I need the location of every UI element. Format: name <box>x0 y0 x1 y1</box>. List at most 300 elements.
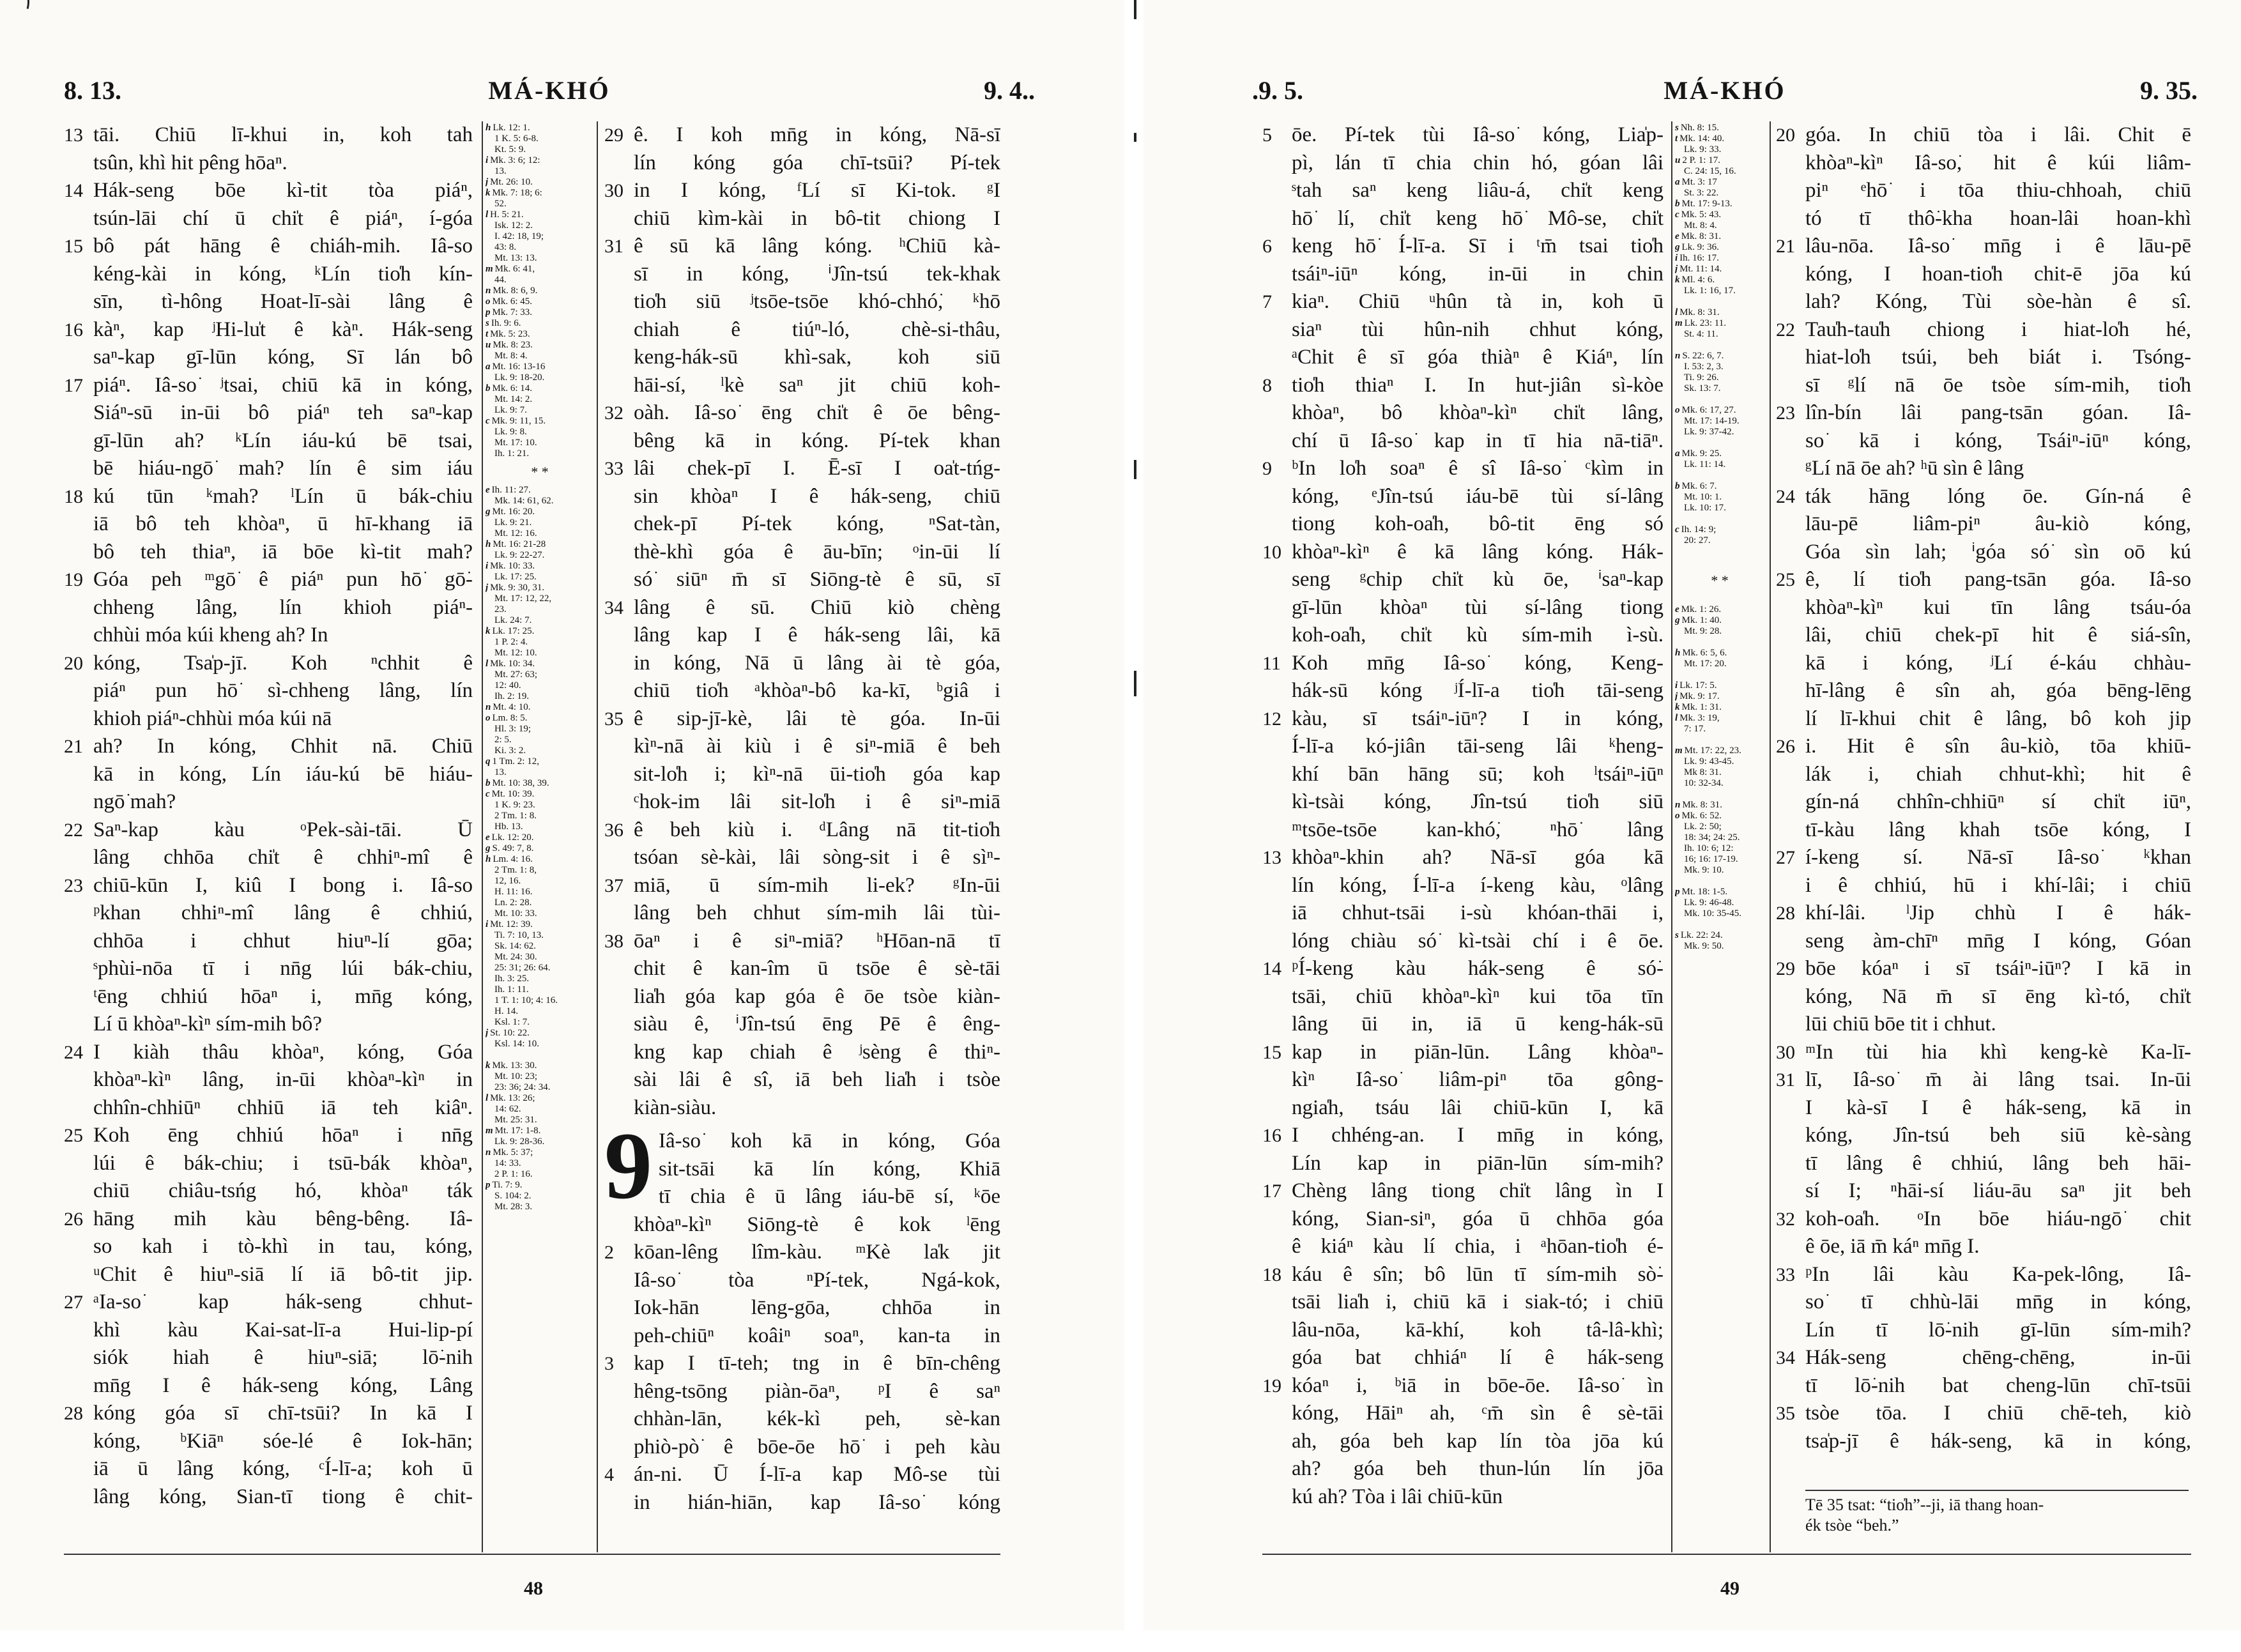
reference-key: u <box>486 340 491 350</box>
reference-citation: Mt. 28: 3. <box>494 1202 533 1212</box>
verse-text: ᵐtsōe-tsōe kan-khó͘, ⁿhō͘ lâng <box>1292 818 1664 841</box>
text-line <box>1262 399 1664 427</box>
text-line <box>1262 1011 1664 1039</box>
verse-text: seng ᵍchip chi̍t kù ōe, ⁱsaⁿ-kap <box>1292 568 1664 591</box>
reference-citation: Mk. 14: 40. <box>1679 134 1725 144</box>
cross-reference <box>1675 713 1764 724</box>
reference-citation: Mk. 8: 31. <box>1679 307 1720 317</box>
reference-citation: Mt. 13: 13. <box>494 253 537 263</box>
verse-text: tī chia ê ū lâng iáu-bē sí, ᵏōe <box>659 1185 1000 1208</box>
reference-citation: 12, 16. <box>494 876 521 886</box>
verse-text: tio̍h thiaⁿ I. In hut-jiân sì-kòe <box>1292 373 1664 397</box>
reference-citation: Mk. 3: 6; 12: <box>490 155 540 165</box>
cross-reference <box>1675 188 1764 199</box>
cross-reference <box>1675 778 1764 789</box>
text-line <box>1262 1205 1664 1234</box>
reference-key: l <box>486 659 489 669</box>
reference-citation: 52. <box>494 199 507 209</box>
verse-text: kap I tī-teh; tng in ê bīn-chêng <box>634 1352 1000 1375</box>
reference-citation: Ih. 2: 19. <box>494 691 530 701</box>
verse-number: 32 <box>604 402 623 424</box>
reference-citation: Ti. 7: 9. <box>492 1180 523 1190</box>
reference-citation: Mt. 17: 9-13. <box>1681 199 1732 209</box>
text-line <box>1776 1066 2191 1094</box>
verse-text: lín kóng, Í-lī-a í-keng kàu, ᵒlâng <box>1292 873 1664 897</box>
verse-number: 31 <box>604 236 623 257</box>
verse-number: 9 <box>1262 458 1272 479</box>
text-line <box>1776 316 2191 344</box>
reference-key: n <box>1675 351 1681 361</box>
text-line <box>1262 928 1664 956</box>
text-line <box>64 733 473 761</box>
cross-reference <box>486 583 594 593</box>
verse-number: 13 <box>1262 847 1281 868</box>
cross-reference <box>486 724 594 735</box>
cross-reference-spacer <box>486 1050 594 1060</box>
verse-text: lâu-nōa. Iâ-so͘ mn̄g i ê lāu-pē <box>1805 234 2191 257</box>
verse-text: ᵖkhan chhiⁿ-mî lâng ê chhiú, <box>93 901 473 924</box>
text-line <box>604 1434 1000 1462</box>
reference-key: a <box>1675 448 1680 459</box>
reference-key: n <box>1675 800 1681 810</box>
reference-citation: Lk. 9: 46-48. <box>1684 898 1734 908</box>
reference-key: i <box>486 155 489 165</box>
cross-reference <box>486 438 594 448</box>
cross-reference <box>1675 626 1764 637</box>
verse-number: 28 <box>64 1403 83 1424</box>
reference-citation: 2 Tm. 1: 8. <box>494 811 537 821</box>
text-line <box>64 816 473 845</box>
verse-text: chiah ê tiúⁿ-ló, chè-si-thâu, <box>634 317 1000 341</box>
text-line <box>1776 1177 2191 1205</box>
verse-number: 35 <box>604 708 623 730</box>
verse-number: 34 <box>1776 1347 1795 1368</box>
verse-text: ê kiáⁿ kàu lí chia, i ᵃhōan-tio̍h é- <box>1292 1235 1664 1258</box>
reference-key: n <box>486 702 491 712</box>
cross-reference <box>486 220 594 231</box>
text-column-left-2 <box>604 121 1000 1128</box>
verse-number: 12 <box>1262 708 1281 730</box>
reference-citation: Lk. 24: 7. <box>494 615 532 625</box>
verse-text: ᵇIn lo̍h soaⁿ ê sî Iâ-so͘ ᶜkìm in <box>1292 457 1664 480</box>
verse-text: Iok-hān lēng-gōa, chhōa in <box>634 1296 1000 1319</box>
reference-citation: Lk. 17: 25. <box>494 572 537 582</box>
column-rule <box>597 121 598 1552</box>
cross-reference <box>1675 702 1764 713</box>
reference-citation: Mt. 27: 63; <box>494 669 538 680</box>
text-line <box>64 1150 473 1178</box>
verse-text: tī-kàu lâng khah tsōe kóng, I <box>1805 818 2191 841</box>
reference-citation: Mt. 10: 39. <box>491 789 535 799</box>
cross-reference <box>486 1136 594 1147</box>
verse-text: chek-pī Pí-tek kóng, ⁿSat-tàn, <box>634 512 1000 535</box>
running-head-left-page <box>64 75 1035 114</box>
cross-reference <box>486 507 594 517</box>
cross-reference <box>486 427 594 438</box>
cross-reference <box>486 593 594 604</box>
verse-text: hō͘ lí, chi̍t keng hō͘ Mô-se, chi̍t <box>1292 206 1664 230</box>
cross-reference <box>486 1202 594 1212</box>
text-line <box>64 1094 473 1122</box>
verse-text: chiū chiâu-tsńg hó, khòaⁿ ták <box>93 1179 473 1202</box>
footnote <box>1805 1495 2195 1536</box>
text-line <box>1262 899 1664 928</box>
verse-text: lóng chiàu só͘ kì-tsài chí i ê ōe. <box>1292 929 1664 952</box>
reference-citation: Mk. 6: 52. <box>1681 811 1722 821</box>
verse-text: sit-lo̍h i; kìⁿ-nā ūi-tio̍h góa kap <box>634 762 1000 786</box>
cross-reference <box>486 528 594 539</box>
text-line <box>1262 816 1664 845</box>
verse-text: kàⁿ, kap ʲHi-lu̍t ê kàⁿ. Hák-seng <box>93 317 473 341</box>
verse-text: ˢphùi-nōa tī i nn̄g lúi bák-chiu, <box>93 957 473 980</box>
text-line <box>1262 344 1664 372</box>
verse-text: kōan-lêng lîm-kàu. ᵐKè la̍k jit <box>634 1241 1000 1264</box>
verse-number: 11 <box>1262 652 1281 674</box>
chapter-9-opening <box>604 1128 1000 1549</box>
reference-key: s <box>486 318 489 328</box>
verse-text: khòaⁿ, bô khòaⁿ-kìⁿ chi̍t lâng, <box>1292 401 1664 424</box>
cross-reference <box>486 144 594 155</box>
text-line <box>1262 1066 1664 1094</box>
reference-citation: S. 104: 2. <box>494 1191 532 1201</box>
verse-text: kì-tsài kóng, Jîn-tsú tio̍h siū <box>1292 790 1664 813</box>
reference-citation: Lk. 23: 11. <box>1684 318 1726 328</box>
reference-citation: Lk. 9: 43-45. <box>1684 756 1734 767</box>
cross-reference <box>486 351 594 362</box>
reference-citation: Mt. 17: 14-19. <box>1684 416 1740 426</box>
reference-citation: Mt. 25: 31. <box>494 1115 537 1125</box>
text-line <box>1776 872 2191 900</box>
verse-text: chit ê kan-îm ū tsōe ê sè-tāi <box>634 957 1000 980</box>
verse-text: tsún-lāi chí ū chi̍t ê piáⁿ, í-góa <box>93 206 473 230</box>
text-line <box>604 1489 1000 1517</box>
cross-reference <box>486 691 594 702</box>
section-stars: * * <box>531 464 549 480</box>
verse-text: ᵃChit ê sī góa thiàⁿ ê Kiáⁿ, lín <box>1292 346 1664 369</box>
text-line <box>604 1128 1000 1156</box>
chapter-verse-start: .9. 5. <box>1252 76 1303 105</box>
verse-text: khòaⁿ-kìⁿ lâng, in-ūi khòaⁿ-kìⁿ in <box>93 1068 473 1091</box>
verse-text: khòaⁿ-kìⁿ ê kā lâng kóng. Hák- <box>1292 540 1664 563</box>
text-line <box>1776 788 2191 816</box>
cross-reference <box>486 659 594 669</box>
cross-reference <box>486 318 594 329</box>
verse-text: koh-oa̍h. ᵒIn bōe hiáu-ngō͘ chit <box>1805 1207 2191 1230</box>
cross-reference <box>1675 832 1764 843</box>
verse-text: chiū tio̍h ᵃkhòaⁿ-bô ka-kī, ᵇgiâ i <box>634 679 1000 702</box>
cross-reference <box>486 275 594 286</box>
text-line <box>1262 121 1664 149</box>
reference-key: b <box>486 778 491 788</box>
verse-text: tī lâng ê chhiú, lâng beh hāi- <box>1805 1151 2191 1175</box>
reference-key: e <box>486 485 490 495</box>
reference-key: j <box>1675 264 1678 274</box>
verse-text: lâng ê sū. Chiū kiò chèng <box>634 595 1000 619</box>
reference-citation: Lk. 17: 25. <box>492 626 535 636</box>
verse-number: 33 <box>1776 1264 1795 1285</box>
verse-text: Saⁿ-kap kàu ᵒPek-sài-tāi. Ū <box>93 818 473 841</box>
reference-citation: Mt. 24: 30. <box>494 952 537 962</box>
reference-citation: Kt. 5: 9. <box>494 144 526 155</box>
verse-text: hāng mih kàu bêng-bêng. Iâ- <box>93 1207 473 1230</box>
verse-text: Hák-seng bōe kì-tit tòa piáⁿ, <box>93 179 473 202</box>
verse-text: chheng lâng, lín khioh piáⁿ- <box>93 595 473 619</box>
cross-reference <box>1675 659 1764 669</box>
reference-citation: Mt. 10: 23; <box>494 1071 538 1082</box>
text-line <box>1262 761 1664 789</box>
text-line <box>604 1350 1000 1378</box>
reference-key: c <box>486 416 490 426</box>
cross-reference <box>1675 887 1764 898</box>
cross-reference-column <box>1675 123 1764 1554</box>
cross-reference <box>1675 275 1764 286</box>
reference-citation: 44. <box>494 275 507 285</box>
cross-reference <box>486 832 594 843</box>
verse-text: oàh. Iâ-so͘ ēng chi̍t ê ōe bêng- <box>634 401 1000 424</box>
cross-reference <box>486 517 594 528</box>
cross-reference <box>486 735 594 746</box>
text-line <box>604 816 1000 845</box>
cross-reference-spacer <box>1675 919 1764 930</box>
reference-citation: Mk. 10: 33. <box>490 561 535 571</box>
text-line <box>604 1322 1000 1350</box>
reference-citation: 23. <box>494 604 507 615</box>
text-line <box>64 121 473 149</box>
cross-reference <box>486 416 594 427</box>
verse-text: tsa̍p-jī ê hák-seng, kā in kóng, <box>1805 1429 2191 1453</box>
gutter-mark <box>1134 460 1136 479</box>
cross-reference <box>1675 930 1764 941</box>
reference-citation: Mt. 10: 33. <box>494 908 537 919</box>
text-column-left-1 <box>64 121 473 1565</box>
cross-reference <box>1675 854 1764 865</box>
text-line <box>1262 149 1664 178</box>
cross-reference-spacer <box>1675 557 1764 568</box>
reference-key: l <box>1675 713 1678 723</box>
verse-text: khí bān hāng sū; koh ˡtsáiⁿ-iūⁿ <box>1292 762 1664 786</box>
column-rule <box>1770 121 1771 1552</box>
verse-text: góa bat chhiáⁿ lí ê hák-seng <box>1292 1346 1664 1369</box>
verse-number: 21 <box>1776 236 1795 257</box>
verse-text: kap in piān-lūn. Lâng khòaⁿ- <box>1292 1040 1664 1064</box>
text-line <box>1776 288 2191 316</box>
verse-text: tī lō͘-nih bat cheng-lūn chī-tsūi <box>1805 1373 2191 1397</box>
cross-reference <box>486 231 594 242</box>
text-line <box>604 1211 1000 1239</box>
verse-text: iā ū lâng kóng, ᶜÍ-lī-a; koh ū <box>93 1457 473 1480</box>
verse-text: pì, lán tī chia chin hó, góan lâi <box>1292 151 1664 174</box>
cross-reference <box>1675 177 1764 188</box>
text-line <box>1262 872 1664 900</box>
reference-citation: Mk. 1: 40. <box>1681 615 1722 625</box>
cross-reference <box>486 1169 594 1180</box>
text-line <box>64 1233 473 1261</box>
verse-text: in I kóng, ᶠLí sī Ki-tok. ᵍI <box>634 179 1000 202</box>
reference-key: i <box>486 919 489 929</box>
text-line <box>1262 1317 1664 1345</box>
verse-number: 25 <box>64 1125 83 1146</box>
reference-citation: Ln. 2: 28. <box>494 898 532 908</box>
verse-text: koh-oa̍h, chi̍t kù sím-mih ì-sù. <box>1292 623 1664 646</box>
verse-text: kā i kóng, ʲLí é-káu chhàu- <box>1805 651 2191 675</box>
text-line <box>604 372 1000 400</box>
reference-citation: Mk. 9: 25. <box>1681 448 1722 459</box>
reference-citation: Lk. 12: 20. <box>491 832 534 843</box>
verse-text: kiàn-siàu. <box>634 1096 717 1119</box>
cross-reference <box>486 1126 594 1136</box>
verse-number: 34 <box>604 597 623 618</box>
text-line <box>604 733 1000 761</box>
verse-text: lâu-nōa, kā-khí, koh tâ-lâ-khì; <box>1292 1318 1664 1342</box>
left-page <box>0 0 1124 1630</box>
verse-text: tsûn, khì hit pêng hōaⁿ. <box>93 151 287 174</box>
cross-reference <box>486 843 594 854</box>
reference-citation: Mk. 8: 6, 9. <box>493 286 538 296</box>
reference-citation: Mk. 1: 26. <box>1681 604 1722 615</box>
text-line <box>1776 1428 2191 1456</box>
verse-text: ōaⁿ i ê siⁿ-miā? ʰHōan-nā tī <box>634 929 1000 952</box>
text-line <box>604 205 1000 233</box>
running-head-right-page <box>1252 75 2198 114</box>
verse-number: 29 <box>1776 958 1795 979</box>
reference-citation: S. 49: 7, 8. <box>492 843 534 853</box>
verse-number: 10 <box>1262 541 1281 563</box>
text-line <box>64 1205 473 1234</box>
verse-text: mn̄g I ê hák-seng kóng, Lâng <box>93 1373 473 1397</box>
reference-key: k <box>486 188 491 198</box>
reference-citation: Ih. 3: 25. <box>494 974 530 984</box>
text-line <box>64 1066 473 1094</box>
verse-number: 23 <box>1776 402 1795 424</box>
reference-citation: 1 Tm. 2: 12, <box>492 756 539 767</box>
reference-key: m <box>1675 746 1683 756</box>
cross-reference <box>1675 220 1764 231</box>
reference-citation: 14: 62. <box>494 1104 521 1114</box>
text-line <box>604 1294 1000 1322</box>
reference-citation: 2: 5. <box>494 735 512 745</box>
text-line <box>604 121 1000 149</box>
cross-reference <box>486 789 594 800</box>
text-line <box>604 566 1000 594</box>
verse-text: ᵖÍ-keng kàu hák-seng ê só͘- <box>1292 957 1664 980</box>
verse-text: lâi, chiū chek-pī hit ê siá-sîn, <box>1805 623 2191 646</box>
verse-text: siaⁿ tùi hûn-nih chhut kóng, <box>1292 317 1664 341</box>
text-line <box>64 344 473 372</box>
verse-text: ngō͘ mah? <box>93 790 176 813</box>
text-column-right-1 <box>1262 121 1664 1552</box>
reference-citation: Mt. 8: 4. <box>494 351 528 361</box>
reference-key: u <box>1675 155 1681 165</box>
verse-number: 37 <box>604 875 623 896</box>
reference-citation: Ih. 10: 6; 12: <box>1684 843 1734 853</box>
reference-citation: Mk. 13: 26; <box>490 1093 535 1103</box>
verse-text: Lín kap in piān-lūn sím-mih? <box>1292 1151 1664 1175</box>
verse-text: ê sip-jī-kè, lâi tè góa. In-ūi <box>634 707 1000 730</box>
cross-reference <box>1675 680 1764 691</box>
verse-text: i. Hit ê sîn âu-kiò, tōa khiū- <box>1805 735 2191 758</box>
reference-citation: Mt. 17: 22, 23. <box>1684 746 1741 756</box>
reference-key: c <box>1675 524 1679 535</box>
verse-text: thè-khì góa ê āu-bīn; ᵒin-ūi lí <box>634 540 1000 563</box>
reference-citation: Mk. 8: 23. <box>493 340 533 350</box>
verse-text: ōe. Pí-tek tùi Iâ-so͘ kóng, Lia̍p- <box>1292 123 1664 146</box>
reference-citation: Mk. 7: 33. <box>492 307 533 317</box>
verse-text: ᶜhok-im lâi sit-lo̍h i ê siⁿ-miā <box>634 790 1000 813</box>
cross-reference <box>486 1180 594 1191</box>
text-line <box>1776 622 2191 650</box>
cross-reference <box>486 637 594 648</box>
cross-reference-spacer <box>1675 669 1764 680</box>
reference-citation: Ki. 3: 2. <box>494 746 526 756</box>
text-line <box>1776 1400 2191 1428</box>
text-line <box>1776 844 2191 872</box>
verse-text: tsòe tōa. I chiū chē-teh, kiò <box>1805 1402 2191 1425</box>
verse-text: tsāi, chiū khòaⁿ-kìⁿ kui tōa tīn <box>1292 984 1664 1008</box>
cross-reference <box>486 188 594 199</box>
cross-reference-spacer <box>1675 593 1764 604</box>
cross-reference-spacer <box>1675 296 1764 307</box>
cross-reference <box>486 974 594 984</box>
verse-text: Hák-seng chēng-chēng, in-ūi <box>1805 1346 2191 1369</box>
cross-reference <box>1675 264 1764 275</box>
verse-text: i ê chhiú, hū i khí-lâi; i chiū <box>1805 873 2191 897</box>
verse-number: 18 <box>64 486 83 507</box>
verse-number: 17 <box>1262 1181 1281 1202</box>
verse-number: 24 <box>64 1041 83 1063</box>
verse-text: Iâ-so͘ tòa ⁿPí-tek, Ngá-kok, <box>634 1268 1000 1292</box>
text-line <box>1776 1039 2191 1067</box>
text-line <box>1776 177 2191 205</box>
reference-key: o <box>1675 405 1680 415</box>
text-line <box>604 899 1000 928</box>
reference-citation: 1 T. 1: 10; 4: 16. <box>494 995 558 1006</box>
verse-text: kìⁿ Iâ-so͘ liâm-piⁿ tōa gông- <box>1292 1068 1664 1091</box>
verse-number: 20 <box>1776 125 1795 146</box>
verse-text: kóng, ᵇKiāⁿ sóe-lé ê Iok-hān; <box>93 1429 473 1453</box>
cross-reference <box>486 307 594 318</box>
cross-reference <box>1675 800 1764 811</box>
cross-reference-spacer <box>1675 789 1764 800</box>
reference-citation: Mt. 12: 10. <box>494 648 537 658</box>
reference-key: k <box>486 1060 491 1071</box>
verse-text: bē hiáu-ngō͘ mah? lín ê sim iáu <box>93 457 473 480</box>
verse-number: 36 <box>604 819 623 841</box>
text-line <box>1262 427 1664 455</box>
cross-reference <box>1675 372 1764 383</box>
verse-text: lâng kóng, Sian-tī tiong ê chit- <box>93 1485 473 1508</box>
cross-reference <box>1675 427 1764 438</box>
text-line <box>604 955 1000 983</box>
verse-text: so͘ kā i kóng, Tsáiⁿ-iūⁿ kóng, <box>1805 429 2191 452</box>
reference-citation: 13. <box>494 166 507 176</box>
bottom-rule <box>1262 1554 2191 1555</box>
text-line <box>1262 261 1664 289</box>
reference-citation: St. 3: 22. <box>1684 188 1719 198</box>
verse-text: hêng-tsōng piàn-ōaⁿ, ᵖI ê saⁿ <box>634 1379 1000 1403</box>
verse-text: ᵘChit ê hiuⁿ-siā lí iā bô-tit jip. <box>93 1262 473 1286</box>
verse-text: lâi chek-pī I. Ē-sī I oa̍t-tńg- <box>634 457 1000 480</box>
cross-reference <box>1675 318 1764 329</box>
text-line <box>604 1267 1000 1295</box>
text-line <box>1776 1317 2191 1345</box>
verse-number: 7 <box>1262 291 1272 312</box>
text-line <box>604 455 1000 483</box>
verse-text: tāi. Chiū lī-khui in, koh tah <box>93 123 473 146</box>
verse-number: 27 <box>1776 847 1795 868</box>
verse-text: ᵃIa-so͘ kap hák-seng chhut- <box>93 1290 473 1313</box>
reference-citation: Mk. 14: 61, 62. <box>494 496 554 506</box>
reference-citation: Lk. 9: 18-20. <box>494 372 545 383</box>
